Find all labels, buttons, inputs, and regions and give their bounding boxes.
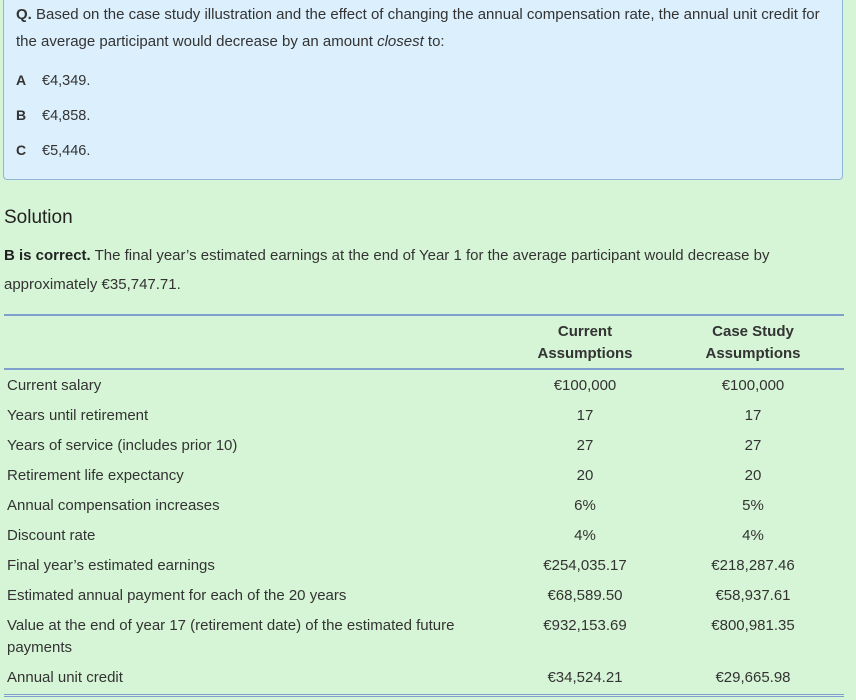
case-value: €58,937.61: [715, 587, 791, 604]
current-value: 27: [576, 437, 594, 454]
question-box: [3, 0, 843, 180]
question-text: [16, 1, 826, 55]
row-label: Discount rate: [7, 527, 96, 544]
current-value: 17: [576, 407, 594, 424]
option-letter: A: [16, 72, 27, 88]
option-value: €4,349.: [42, 73, 91, 89]
option-letter: C: [16, 142, 27, 158]
case-value: €218,287.46: [711, 557, 795, 574]
row-label: Years until retirement: [7, 407, 149, 424]
header-case-study-assumptions: Case Study Assumptions: [705, 323, 801, 362]
table-top-rule: [4, 314, 844, 316]
current-value: €34,524.21: [547, 669, 623, 686]
option-b[interactable]: [16, 98, 90, 133]
current-value: 4%: [574, 527, 596, 544]
row-label: Current salary: [7, 377, 102, 394]
question-body: Based on the case study illustration and the effect of changing the annual compensation rate, the annual unit credit for the average participant would decrease by an amount: [16, 6, 820, 50]
correct-label: B is correct.: [4, 247, 91, 264]
current-value: €254,035.17: [543, 557, 627, 574]
case-value: €800,981.35: [711, 617, 795, 634]
question-prefix: Q.: [16, 6, 32, 23]
table-bottom-rule: [4, 694, 844, 697]
row-label: Retirement life expectancy: [7, 467, 184, 484]
solution-explanation: The final year’s estimated earnings at the end of Year 1 for the average participant would decrease by approximately €35,747.71.: [4, 247, 770, 293]
row-label: Final year’s estimated earnings: [7, 557, 215, 574]
case-value: €29,665.98: [715, 669, 791, 686]
option-value: €4,858.: [42, 108, 91, 124]
current-value: €100,000: [553, 377, 617, 394]
current-value: €932,153.69: [543, 617, 627, 634]
option-a[interactable]: [16, 63, 90, 98]
row-label: Years of service (includes prior 10): [7, 437, 238, 454]
current-value: 6%: [574, 497, 596, 514]
row-label: Value at the end of year 17 (retirement date) of the estimated future payments: [7, 617, 455, 656]
table-header-rule: [4, 368, 844, 370]
case-value: €100,000: [721, 377, 785, 394]
case-value: 27: [744, 437, 762, 454]
header-current-assumptions: Current Assumptions: [537, 323, 633, 362]
solution-title: Solution: [4, 207, 73, 228]
current-value: €68,589.50: [547, 587, 623, 604]
question-emphasis: closest: [377, 33, 424, 50]
question-tail: to:: [423, 33, 445, 50]
row-label: Annual unit credit: [7, 669, 123, 686]
solution-text: [4, 241, 834, 299]
answer-options: [16, 63, 90, 168]
option-c[interactable]: [16, 133, 90, 168]
current-value: 20: [576, 467, 594, 484]
option-letter: B: [16, 107, 27, 123]
case-value: 20: [744, 467, 762, 484]
row-label: Annual compensation increases: [7, 497, 220, 514]
row-label: Estimated annual payment for each of the 20 years: [7, 587, 347, 604]
case-value: 5%: [742, 497, 764, 514]
case-value: 17: [744, 407, 762, 424]
option-value: €5,446.: [42, 143, 91, 159]
case-value: 4%: [742, 527, 764, 544]
